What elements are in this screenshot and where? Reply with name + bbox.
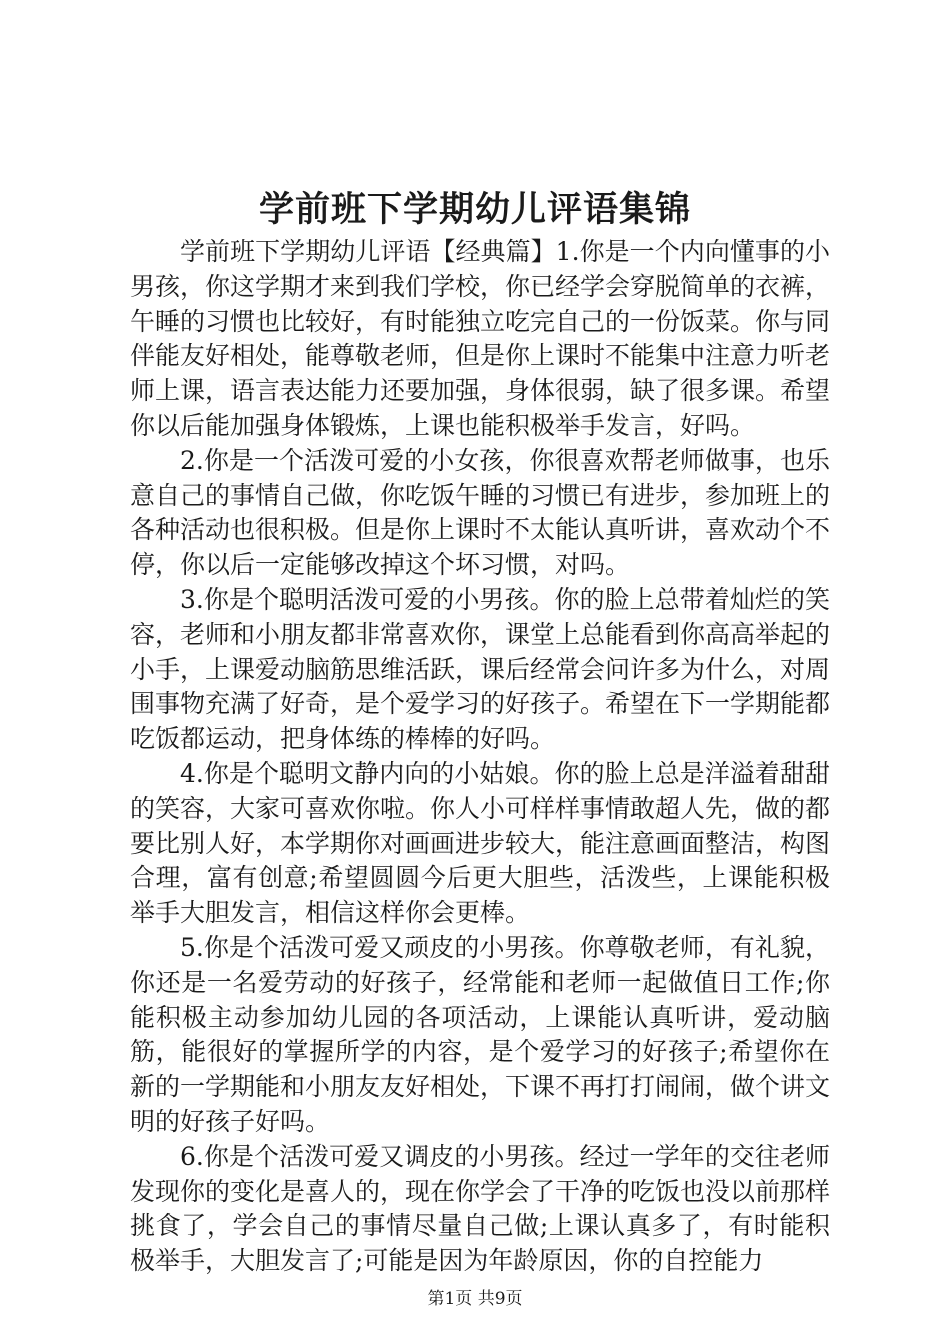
paragraph-6: 6.你是个活泼可爱又调皮的小男孩。经过一学年的交往老师发现你的变化是喜人的，现在你学会了干净的吃饭也没以前那样挑食了，学会自己的事情尽量自己做;上课认真多了，有时能积极举手，大胆发言了;可能是因为年龄原因，你的自控能力 <box>130 1141 831 1276</box>
document-body <box>130 235 830 1279</box>
paragraph-2: 2.你是一个活泼可爱的小女孩，你很喜欢帮老师做事，也乐意自己的事情自己做，你吃饭午睡的习惯已有进步，参加班上的各种活动也很积极。但是你上课时不太能认真听讲，喜欢动个不停，你以后一定能够改掉这个坏习惯，对吗。 <box>130 445 831 580</box>
paragraph-4: 4.你是个聪明文静内向的小姑娘。你的脸上总是洋溢着甜甜的笑容，大家可喜欢你啦。你人小可样样事情敢超人先，做的都要比别人好，本学期你对画画进步较大，能注意画面整洁，构图合理，富有创意;希望圆圆今后更大胆些，活泼些，上课能积极举手大胆发言，相信这样你会更棒。 <box>130 758 831 928</box>
paragraph-3: 3.你是个聪明活泼可爱的小男孩。你的脸上总带着灿烂的笑容，老师和小朋友都非常喜欢你，课堂上总能看到你高高举起的小手，上课爱动脑筋思维活跃，课后经常会问许多为什么，对周围事物充满了好奇，是个爱学习的好孩子。希望在下一学期能都吃饭都运动，把身体练的棒棒的好吗。 <box>130 584 831 754</box>
page-number: 第1页 共9页 <box>427 1289 523 1309</box>
paragraph-1: 学前班下学期幼儿评语【经典篇】1.你是一个内向懂事的小男孩，你这学期才来到我们学校，你已经学会穿脱简单的衣裤，午睡的习惯也比较好，有时能独立吃完自己的一份饭菜。你与同伴能友好相处，能尊敬老师，但是你上课时不能集中注意力听老师上课，语言表达能力还要加强，身体很弱，缺了很多课。希望你以后能加强身体锻炼，上课也能积极举手发言，好吗。 <box>130 237 831 440</box>
paragraph-5: 5.你是个活泼可爱又顽皮的小男孩。你尊敬老师，有礼貌，你还是一名爱劳动的好孩子，经常能和老师一起做值日工作;你能积极主动参加幼儿园的各项活动，上课能认真听讲，爱动脑筋，能很好的掌握所学的内容，是个爱学习的好孩子;希望你在新的一学期能和小朋友友好相处，下课不再打打闹闹，做个讲文明的好孩子好吗。 <box>130 932 831 1136</box>
page-title: 学前班下学期幼儿评语集锦 <box>258 189 691 230</box>
